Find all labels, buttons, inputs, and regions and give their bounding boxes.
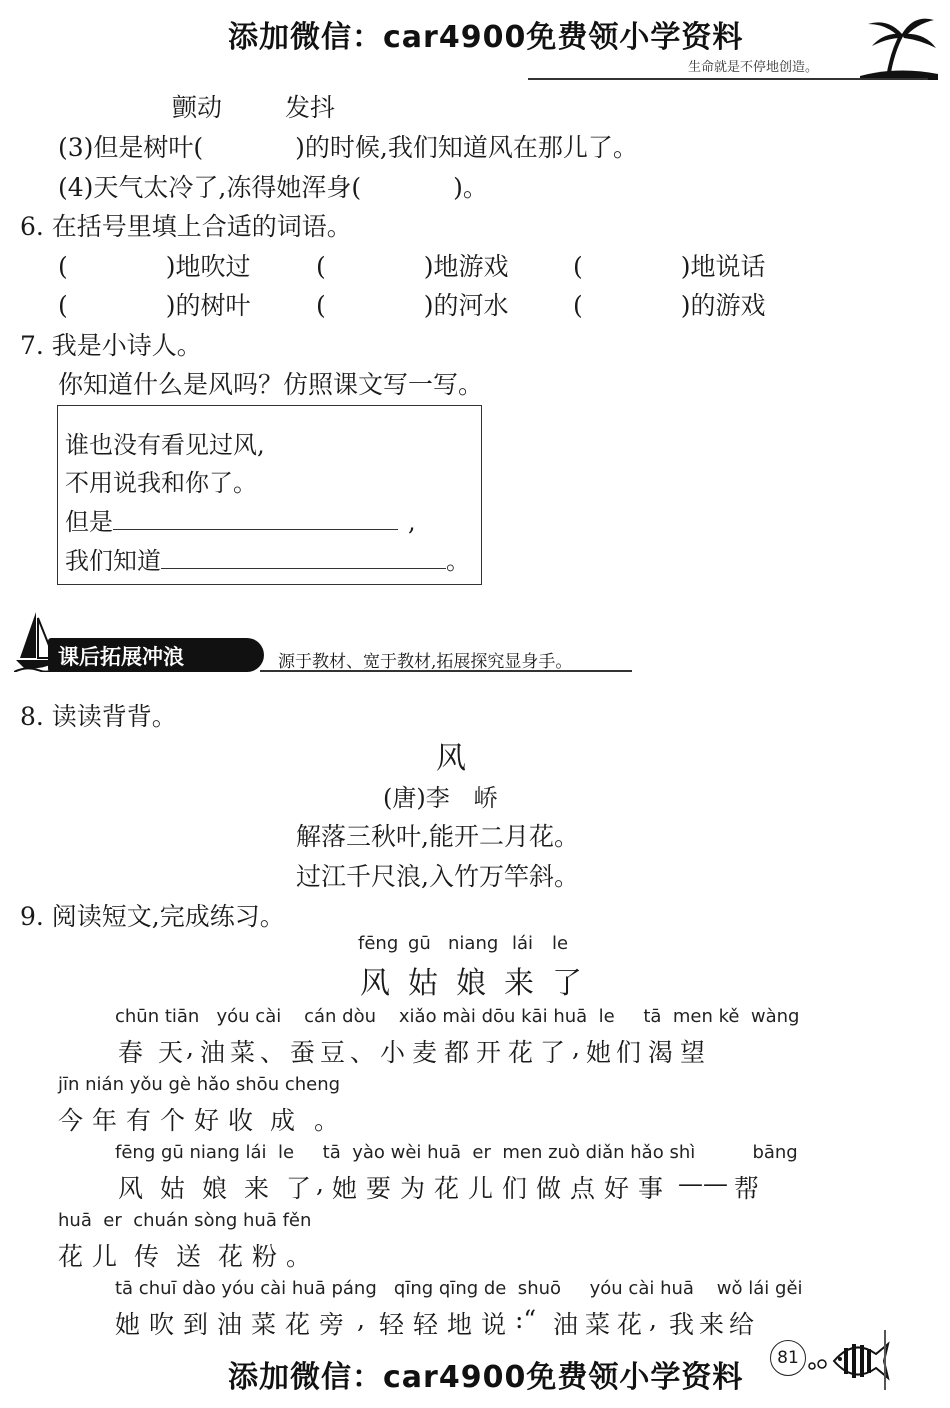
story-char: 来 — [244, 1174, 270, 1203]
story-char: 了 — [286, 1174, 312, 1203]
story-char: 麦 — [412, 1038, 438, 1067]
q7-box-line-1: 谁也没有看见过风, — [65, 431, 265, 459]
q6-title: 6. 在括号里填上合适的词语。 — [20, 212, 352, 241]
p3-chars — [118, 1169, 764, 1205]
story-char: 菜 — [585, 1310, 611, 1339]
section-subtitle: 源于教材、宽于教材,拓展探究显身手。 — [278, 652, 573, 672]
q8-author: (唐)李 峤 — [383, 784, 498, 812]
story-char: 。 — [314, 1106, 340, 1135]
p5-pinyin: tā chuī dào yóu cài huā páng qīng qīng de shuō yóu cài huā wǒ lái gěi — [115, 1278, 803, 1299]
story-char: 了 — [540, 1038, 566, 1067]
story-char: 豆 — [320, 1038, 346, 1067]
q8-poem-line-2: 过江千尺浪,入竹万竿斜。 — [296, 862, 579, 891]
page-number: 81 — [777, 1348, 799, 1368]
story-char: 她 — [332, 1174, 358, 1203]
q7-box-line-2: 不用说我和你了。 — [65, 469, 257, 497]
p1-chars — [118, 1033, 712, 1069]
story-char: 事 — [638, 1174, 664, 1203]
story-char: 蚕 — [290, 1038, 316, 1067]
q8-poem-line-1: 解落三秋叶,能开二月花。 — [296, 822, 579, 851]
story-char: 成 — [270, 1106, 296, 1135]
q7-box-line-4: 我们知道 。 — [65, 541, 470, 576]
story-char: 菜 — [251, 1310, 277, 1339]
q9-title: 9. 阅读短文,完成练习。 — [20, 902, 285, 931]
story-char: 渴 — [648, 1038, 674, 1067]
q7-answer-line-2[interactable] — [161, 544, 446, 569]
story-char: 年 — [92, 1106, 118, 1135]
story-char: 粉 — [252, 1242, 278, 1271]
q6-row1-item1: ( )地吹过 — [58, 252, 251, 281]
p1-pinyin: chūn tiān yóu cài cán dòu xiǎo mài dōu kāi huā le tā men kě wàng — [115, 1006, 800, 1027]
story-char: 们 — [616, 1038, 642, 1067]
story-char: 小 — [380, 1038, 406, 1067]
story-char: 轻 — [379, 1310, 405, 1339]
story-char: 地 — [447, 1310, 473, 1339]
story-char: 儿 — [92, 1242, 118, 1271]
story-char: 春 — [118, 1038, 144, 1067]
story-char: 天 — [158, 1038, 184, 1067]
story-char: 传 — [134, 1242, 160, 1271]
story-char: 说 — [481, 1310, 507, 1339]
story-char: 花 — [508, 1038, 534, 1067]
q7-answer-line-1[interactable] — [113, 505, 398, 530]
story-char: , — [316, 1169, 324, 1198]
story-char: 旁 — [319, 1310, 345, 1339]
story-char: 花 — [218, 1242, 244, 1271]
story-char: 点 — [570, 1174, 596, 1203]
header-rule — [528, 78, 928, 80]
footer-rule — [884, 1330, 886, 1390]
story-char: :“ — [515, 1305, 537, 1334]
story-char: 帮 — [734, 1174, 760, 1203]
q6-row2-item3: ( )的游戏 — [573, 291, 766, 320]
story-char: , — [649, 1305, 657, 1334]
story-char: 有 — [126, 1106, 152, 1135]
story-char: 好 — [604, 1174, 630, 1203]
p3-pinyin: fēng gū niang lái le tā yào wèi huā er men zuò diǎn hǎo shì bāng — [115, 1142, 798, 1163]
q6-row2-item2: ( )的河水 — [316, 291, 509, 320]
q8-title: 8. 读读背背。 — [20, 702, 177, 731]
story-char: 做 — [536, 1174, 562, 1203]
story-char: 都 — [444, 1038, 470, 1067]
fish-icon — [806, 1336, 890, 1386]
story-char: 到 — [183, 1310, 209, 1339]
story-char: 姑 — [160, 1174, 186, 1203]
footer-banner: 添加微信：car4900免费领小学资料 — [228, 1360, 744, 1395]
story-char: 她 — [586, 1038, 612, 1067]
page-number-circle — [770, 1340, 806, 1376]
q7-box-line-3: 但是 , — [65, 502, 416, 537]
story-char: 望 — [680, 1038, 706, 1067]
story-char: , — [357, 1305, 365, 1334]
story-char: 好 — [194, 1106, 220, 1135]
story-char: 花 — [617, 1310, 643, 1339]
q6-row1-item2: ( )地游戏 — [316, 252, 509, 281]
header-tagline: 生命就是不停地创造。 — [688, 60, 819, 75]
story-char: 收 — [228, 1106, 254, 1135]
story-char: 。 — [286, 1242, 312, 1271]
section-header-pill — [48, 638, 264, 672]
story-char: 花 — [434, 1174, 460, 1203]
story-char: 要 — [366, 1174, 392, 1203]
story-char: 花 — [285, 1310, 311, 1339]
story-char: 儿 — [468, 1174, 494, 1203]
q5-sentence-4: (4)天气太冷了,冻得她浑身( )。 — [58, 173, 488, 202]
story-char: 个 — [160, 1106, 186, 1135]
story-char: 花 — [58, 1242, 84, 1271]
story-char: 今 — [58, 1106, 84, 1135]
story-char: 送 — [176, 1242, 202, 1271]
story-char: —— — [678, 1169, 728, 1198]
story-char: , — [186, 1033, 194, 1062]
story-char: 们 — [502, 1174, 528, 1203]
story-char: 、 — [350, 1038, 376, 1067]
p4-pinyin: huā er chuán sòng huā fěn — [58, 1210, 312, 1231]
story-char: 、 — [260, 1038, 286, 1067]
p2-pinyin: jīn nián yǒu gè hǎo shōu cheng — [58, 1074, 341, 1095]
story-title-pinyin: fēng gū niang lái le — [358, 933, 569, 954]
q8-poem-title: 风 — [436, 741, 466, 776]
story-char: 为 — [400, 1174, 426, 1203]
palm-tree-icon — [858, 12, 940, 80]
header-banner: 添加微信：car4900免费领小学资料 — [228, 20, 744, 55]
story-char: 菜 — [230, 1038, 256, 1067]
q5-option-1: 颤动 — [172, 93, 223, 122]
q6-row1-item3: ( )地说话 — [573, 252, 766, 281]
q7-prompt: 你知道什么是风吗？仿照课文写一写。 — [58, 370, 484, 399]
story-char: 油 — [553, 1310, 579, 1339]
story-char: 开 — [476, 1038, 502, 1067]
p5-chars — [115, 1305, 759, 1341]
section-title: 课后拓展冲浪 — [58, 645, 184, 669]
story-char: 轻 — [413, 1310, 439, 1339]
story-char: 她 — [115, 1310, 141, 1339]
p2-chars — [58, 1101, 344, 1137]
q5-option-2: 发抖 — [285, 93, 336, 122]
p4-chars — [58, 1237, 316, 1273]
q6-row2-item1: ( )的树叶 — [58, 291, 251, 320]
story-title: 风 姑 娘 来 了 — [360, 966, 582, 1001]
story-char: 吹 — [149, 1310, 175, 1339]
story-char: 娘 — [202, 1174, 228, 1203]
story-char: 给 — [729, 1310, 755, 1339]
story-char: , — [572, 1033, 580, 1062]
story-char: 油 — [217, 1310, 243, 1339]
story-char: 风 — [118, 1174, 144, 1203]
story-char: 来 — [699, 1310, 725, 1339]
story-char: 我 — [669, 1310, 695, 1339]
q5-sentence-3: (3)但是树叶( )的时候,我们知道风在那儿了。 — [58, 133, 638, 162]
story-char: 油 — [200, 1038, 226, 1067]
q7-title: 7. 我是小诗人。 — [20, 331, 202, 360]
